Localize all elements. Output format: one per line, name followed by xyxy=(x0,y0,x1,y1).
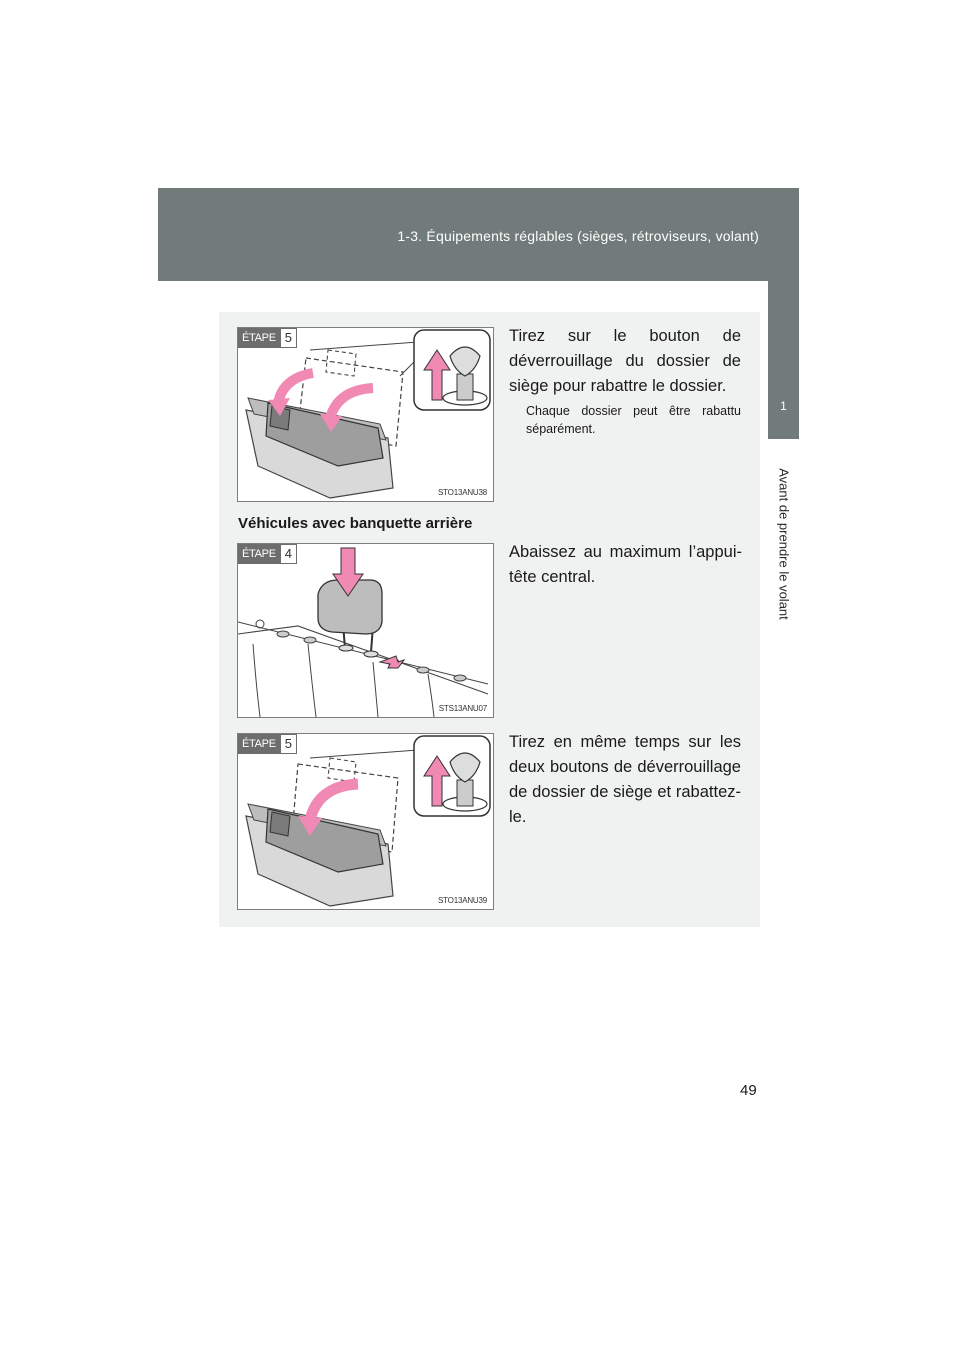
page-number: 49 xyxy=(740,1082,757,1099)
step-instruction: Tirez en même temps sur les deux boutons de déverrouillage de dossier de siège et rabattez-le. xyxy=(509,733,741,826)
section-heading: Véhicules avec banquette arrière xyxy=(238,515,473,532)
chapter-label: Avant de prendre le volant xyxy=(776,468,792,620)
figure-headrest-lower xyxy=(237,543,494,718)
step-badge xyxy=(238,734,297,754)
figure-code: STO13ANU38 xyxy=(438,488,487,497)
step-label: ÉTAPE xyxy=(238,328,280,348)
chapter-tab xyxy=(768,281,799,439)
step-number: 4 xyxy=(280,544,297,564)
seat-illustration-icon xyxy=(238,734,493,909)
figure-code: STO13ANU39 xyxy=(438,896,487,905)
figure-code: STS13ANU07 xyxy=(438,704,487,713)
chapter-title: 1-3. Équipements réglables (sièges, rétroviseurs, volant) xyxy=(397,228,759,244)
step-number: 5 xyxy=(280,734,297,754)
figure-seatback-fold-both xyxy=(237,733,494,910)
step-badge xyxy=(238,328,297,348)
step-label: ÉTAPE xyxy=(238,544,280,564)
step-number: 5 xyxy=(280,328,297,348)
header-bar xyxy=(158,188,799,281)
headrest-illustration-icon xyxy=(238,544,493,717)
step-instruction: Abaissez au maximum l’appui-tête central. xyxy=(509,543,742,586)
seat-illustration-icon xyxy=(238,328,493,501)
figure-seatback-fold-single xyxy=(237,327,494,502)
step-note: Chaque dossier peut être rabattu séparément. xyxy=(526,404,741,436)
step-instruction: Tirez sur le bouton de déverrouillage du dossier de siège pour rabattre le dossier. xyxy=(509,327,741,395)
step-badge xyxy=(238,544,297,564)
step-label: ÉTAPE xyxy=(238,734,280,754)
chapter-number: 1 xyxy=(780,399,787,413)
